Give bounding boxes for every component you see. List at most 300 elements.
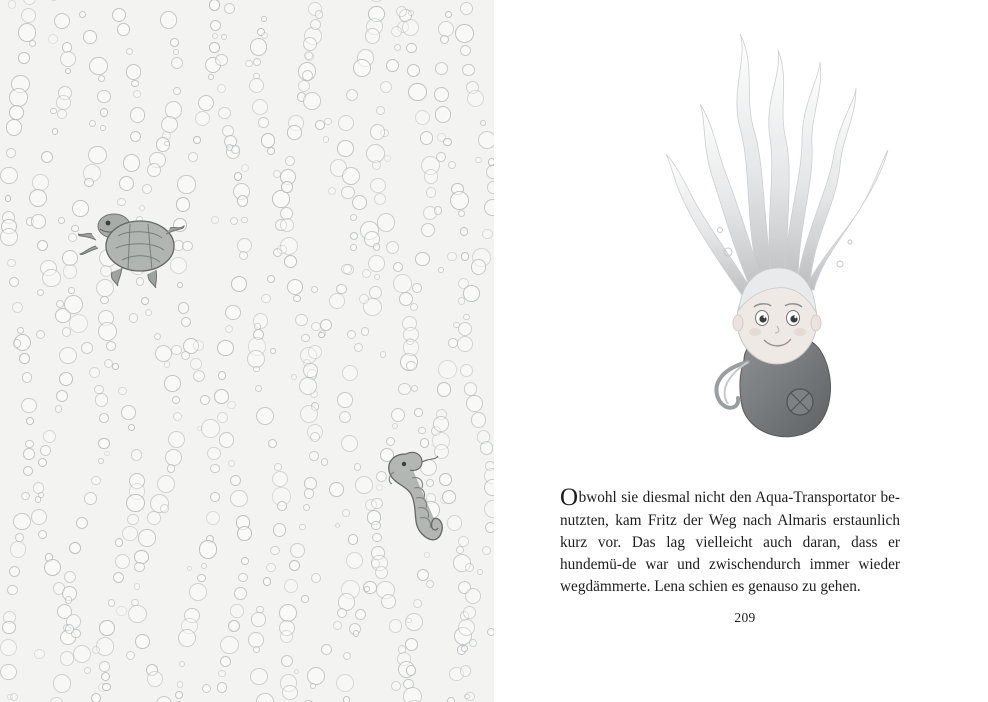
bubble (355, 609, 366, 620)
bubble (373, 243, 380, 250)
bubble (44, 559, 61, 576)
bubble (469, 639, 477, 647)
bubble (219, 432, 234, 447)
bubble (328, 187, 336, 195)
bubble (175, 691, 183, 699)
bubble (102, 683, 110, 691)
bubble (177, 681, 183, 687)
bubble (126, 48, 133, 55)
bubble (199, 540, 217, 558)
bubble (353, 59, 371, 77)
bubble (50, 697, 62, 702)
bubble (420, 131, 433, 144)
bubble (272, 471, 288, 487)
bubble (122, 526, 137, 541)
bubble (461, 252, 470, 261)
bubble (37, 240, 48, 251)
bubble (220, 636, 239, 655)
bubble (225, 305, 240, 320)
bubble (38, 530, 47, 539)
bubble (21, 398, 37, 414)
bubble (23, 0, 36, 5)
bubble (65, 624, 75, 634)
bubble (386, 241, 399, 254)
bubble (0, 167, 18, 185)
bubble (440, 35, 449, 44)
bubble (68, 287, 75, 294)
bubble (480, 441, 494, 455)
bubble (437, 382, 452, 397)
bubble (381, 594, 396, 609)
bubble (31, 509, 47, 525)
bubble (299, 377, 317, 395)
bubble (217, 412, 228, 423)
bubble (38, 492, 44, 498)
bubble (295, 314, 308, 327)
bubble (375, 566, 388, 579)
bubble (355, 476, 373, 494)
bubble (13, 513, 30, 530)
bubble (52, 128, 58, 134)
bubble (438, 267, 444, 273)
bubble (448, 161, 456, 169)
bubble (201, 563, 207, 569)
bubble (329, 293, 345, 309)
bubble (164, 361, 170, 367)
bubble (200, 395, 210, 405)
bubble (31, 214, 46, 229)
bubble (147, 163, 161, 177)
bubble (346, 89, 358, 101)
turtle-illustration (78, 196, 186, 288)
bubble (0, 228, 18, 246)
bubble (304, 488, 315, 499)
bubble (211, 216, 219, 224)
bubble (206, 511, 220, 525)
bubble (84, 667, 91, 674)
bubble (410, 303, 418, 311)
bubble (181, 351, 190, 360)
bubble (478, 131, 494, 150)
bubble (403, 339, 420, 356)
bubble (484, 479, 494, 496)
bubble (29, 189, 47, 207)
bubble (0, 639, 17, 656)
bubble (482, 229, 492, 239)
bubble (435, 106, 451, 122)
bubble (25, 440, 33, 448)
bubble (84, 492, 97, 505)
bubble (267, 147, 275, 155)
bubble (484, 500, 494, 518)
bubble (123, 154, 141, 172)
bubble (128, 424, 135, 431)
bubble (64, 571, 76, 583)
bubble (164, 141, 169, 146)
bubble (34, 649, 44, 659)
bubble (65, 68, 72, 75)
bubble (310, 683, 316, 689)
bubble (160, 504, 169, 513)
bubble (463, 606, 476, 619)
bubble (237, 526, 252, 541)
bubble (6, 148, 16, 158)
bubble (406, 361, 417, 372)
bubble (230, 604, 243, 617)
bubble (369, 286, 382, 299)
bubble (324, 118, 331, 125)
bubble (202, 684, 211, 693)
bubble (21, 8, 36, 23)
bubble (370, 178, 386, 194)
bubble (173, 412, 182, 421)
bubble (380, 351, 387, 358)
bubble (56, 390, 68, 402)
bubble (486, 165, 494, 179)
bubble (342, 509, 350, 517)
bubble (17, 327, 24, 334)
bubble (270, 348, 275, 353)
bubble (471, 412, 486, 427)
body-paragraph (560, 485, 900, 597)
bubble (214, 389, 229, 404)
bubble (339, 411, 351, 423)
bubble (0, 664, 17, 681)
bubble (480, 120, 486, 126)
bubble (277, 245, 287, 255)
bubble (458, 322, 473, 337)
bubble (457, 336, 473, 352)
bubble (56, 300, 64, 308)
bubble (350, 244, 356, 250)
bubble (131, 80, 139, 88)
bubble (218, 107, 231, 120)
bubble (320, 319, 332, 331)
bubble (42, 269, 61, 288)
bubble (49, 0, 60, 1)
bubble (165, 449, 182, 466)
bubble (41, 151, 53, 163)
bubble (217, 84, 226, 93)
bubble (193, 370, 205, 382)
bubble (485, 522, 494, 533)
bubble (207, 447, 221, 461)
bubble (81, 342, 93, 354)
right-page (494, 0, 988, 702)
bubble (413, 599, 422, 608)
bubble (284, 579, 298, 593)
bubble (21, 492, 30, 501)
bubble (460, 227, 469, 236)
bubble (434, 206, 443, 215)
bubble (145, 309, 151, 315)
bubble (53, 674, 71, 692)
bubble (95, 393, 108, 406)
bubble (251, 612, 265, 626)
bubble (98, 438, 110, 450)
bubble (405, 613, 423, 631)
bubble (279, 604, 297, 622)
bubble (408, 83, 426, 101)
bubble (342, 365, 358, 381)
bubble (130, 107, 146, 123)
bubble (289, 560, 300, 571)
bubble (5, 195, 11, 201)
bubble (141, 297, 149, 305)
bubble (188, 152, 198, 162)
bubble (177, 175, 195, 193)
bubble (436, 152, 446, 162)
bubble (424, 169, 439, 184)
bubble (463, 314, 469, 320)
bubble (348, 534, 359, 545)
bubble (368, 255, 385, 272)
bubble (234, 172, 242, 180)
bubble (115, 538, 123, 546)
bubble (374, 193, 386, 205)
bubble (224, 3, 235, 14)
bubble (287, 279, 304, 296)
bubble (394, 44, 401, 51)
bubble (84, 178, 94, 188)
bubble (311, 286, 318, 293)
bubble (210, 464, 220, 474)
bubble (118, 387, 126, 395)
bubble (170, 38, 179, 47)
bubble (69, 314, 88, 333)
bubble (59, 347, 76, 364)
bubble (256, 407, 274, 425)
bubble (126, 494, 144, 512)
bubble (280, 630, 293, 643)
bubble (201, 419, 220, 438)
bubble (117, 23, 130, 36)
bubble (406, 43, 416, 53)
bubble (256, 693, 274, 702)
bubble (350, 214, 357, 221)
bubble (417, 569, 429, 581)
bubble (465, 588, 481, 604)
bubble (193, 136, 201, 144)
bubble (341, 435, 358, 452)
bubble (377, 213, 395, 231)
bubble (285, 156, 295, 166)
bubble (65, 596, 73, 604)
bubble (58, 217, 65, 224)
bubble (13, 339, 21, 347)
bubble (100, 108, 108, 116)
bubble (212, 33, 218, 39)
bubble (22, 372, 33, 383)
bubble (59, 372, 73, 386)
bubble (321, 458, 328, 465)
bubble (391, 408, 405, 422)
bubble (36, 330, 46, 340)
bubble (433, 416, 449, 432)
bubble (391, 26, 402, 37)
bubble (2, 621, 15, 634)
girl-illustration (644, 20, 904, 440)
bubble (50, 108, 57, 115)
bubble (471, 259, 486, 274)
bubble (37, 289, 45, 297)
bubble (94, 385, 103, 394)
bubble (19, 353, 30, 364)
bubble (237, 195, 248, 206)
bubble (464, 382, 477, 395)
bubble (318, 332, 324, 338)
bubble (220, 656, 231, 667)
bubble (98, 458, 104, 464)
bubble (337, 140, 354, 157)
bubble (32, 174, 48, 190)
bubble (300, 405, 318, 423)
bubble (261, 32, 268, 39)
bubble (343, 696, 351, 702)
bubble (112, 363, 119, 370)
bubble (418, 427, 426, 435)
bubble (217, 682, 228, 693)
bubble (218, 670, 226, 678)
bubble (89, 120, 97, 128)
bubble (112, 8, 126, 22)
bubble (56, 95, 71, 110)
bubble (333, 621, 342, 630)
bubble (234, 587, 247, 600)
bubble (238, 573, 247, 582)
bubble (48, 34, 58, 44)
bubble (304, 51, 313, 60)
bubble (284, 255, 297, 268)
bubble (115, 554, 130, 569)
bubble (308, 345, 322, 359)
bubble (346, 552, 363, 569)
bubble (113, 572, 124, 583)
bubble (303, 92, 321, 110)
bubble (407, 64, 420, 77)
bubble (329, 482, 344, 497)
bubble (294, 669, 299, 674)
bubble (311, 573, 321, 583)
bubble (303, 504, 310, 511)
bubble (218, 371, 226, 379)
bubble (421, 223, 435, 237)
bubble (54, 13, 70, 29)
bubble (447, 252, 457, 262)
bubble (249, 78, 264, 93)
bubble (465, 563, 474, 572)
bubble (461, 645, 468, 652)
bubble (104, 451, 109, 456)
bubble (274, 463, 281, 470)
bubble (179, 661, 186, 668)
bubble (307, 667, 325, 685)
bubble (435, 62, 448, 75)
bubble (354, 463, 361, 470)
bubble (209, 0, 221, 11)
bubble (405, 638, 418, 651)
bubble (261, 16, 267, 22)
bubble (250, 668, 268, 686)
bubble (408, 10, 414, 16)
bubble (12, 302, 23, 313)
bubble (225, 325, 233, 333)
page-number-value: 209 (734, 610, 756, 625)
bubble (460, 45, 471, 56)
bubble (393, 262, 403, 272)
bubble (384, 155, 391, 162)
bubble (195, 111, 210, 126)
bubble (277, 501, 287, 511)
bubble (98, 322, 117, 341)
bubble (147, 511, 161, 525)
bubble (210, 492, 220, 502)
bubble (309, 451, 319, 461)
bubble (228, 460, 235, 467)
bubble (60, 51, 76, 67)
bubble (354, 343, 363, 352)
bubble (301, 334, 310, 343)
bubble (380, 81, 392, 93)
bubble (338, 115, 354, 131)
bubble (40, 445, 51, 456)
bubble (79, 11, 86, 18)
bubble (227, 401, 235, 409)
bubble (228, 620, 240, 632)
bubble (412, 283, 422, 293)
bubble (230, 490, 248, 508)
bubble (178, 302, 190, 314)
bubble (406, 665, 417, 676)
bubble (376, 106, 385, 115)
bubble (291, 374, 298, 381)
bubble (133, 90, 141, 98)
bubble (91, 693, 101, 702)
bubble (91, 476, 101, 486)
bubble (231, 276, 247, 292)
bubble (290, 543, 305, 558)
bubble (156, 696, 172, 702)
bubble (64, 295, 83, 314)
bubble (215, 54, 227, 66)
bubble (287, 125, 301, 139)
bubble (23, 448, 35, 460)
bubble (245, 60, 252, 67)
bubble (126, 64, 142, 80)
bubble (280, 218, 294, 232)
bubble (89, 367, 100, 378)
bubble (190, 358, 201, 369)
bubble (266, 563, 276, 573)
bubble (438, 360, 457, 379)
bubble (303, 363, 318, 378)
bubble (261, 294, 270, 303)
bubble (415, 252, 430, 267)
bubble (138, 529, 155, 546)
bubble (337, 608, 347, 618)
bubble (250, 38, 267, 55)
bubble (374, 274, 380, 280)
bubble (458, 619, 475, 636)
bubble (43, 430, 56, 443)
bubble (26, 417, 34, 425)
bubble (18, 23, 37, 42)
bubble (253, 646, 260, 653)
bubble (362, 269, 371, 278)
bubble (99, 661, 110, 672)
bubble (254, 323, 260, 329)
bubble (386, 59, 399, 72)
